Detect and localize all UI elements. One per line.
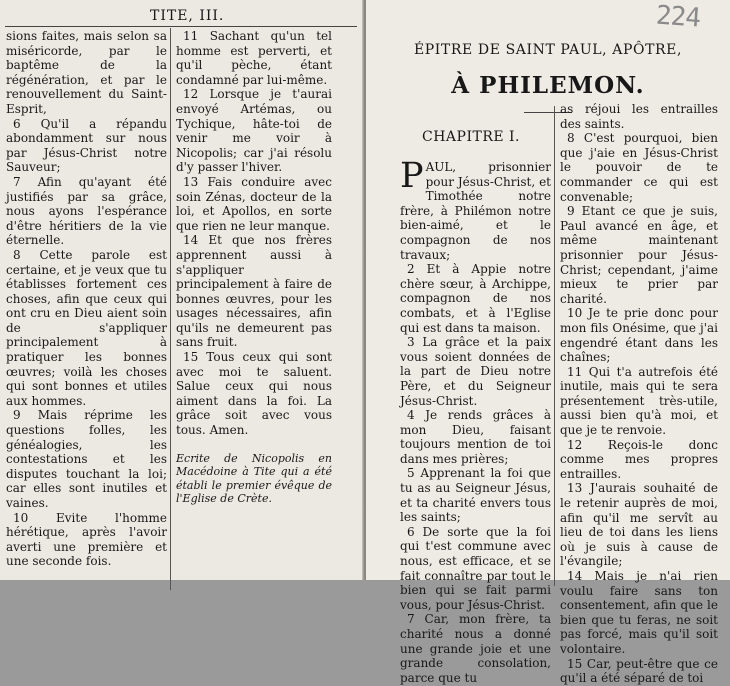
verse-paragraph: as réjoui les entrailles des saints. xyxy=(560,102,718,131)
chapter-heading: CHAPITRE I. xyxy=(422,129,521,145)
verse-paragraph: 13 J'aurais souhaité de le retenir auprès de moi, afin qu'il me servît au lieu de toi dans les liens où je suis à cause de l'évangile; xyxy=(560,481,718,569)
right-column-2 xyxy=(560,102,718,686)
running-head: TITE, III. xyxy=(150,8,225,24)
verse-paragraph: 11 Qui t'a autrefois été inutile, mais qui te sera présentement très-utile, aussi bien qu'à moi, et que je te renvoie. xyxy=(560,364,718,438)
verse-paragraph: 12 Reçois-le donc comme mes propres entrailles. xyxy=(560,437,718,481)
verse-paragraph: 10 Evite l'homme hérétique, après l'avoir averti une première et une seconde fois. xyxy=(6,510,167,569)
book-title: À PHILEMON. xyxy=(451,72,645,99)
column-divider xyxy=(554,106,555,586)
verse-paragraph: 6 Qu'il a répandu abondamment sur nous par Jésus-Christ notre Sauveur; xyxy=(6,116,167,175)
verse-paragraph xyxy=(400,156,551,262)
subscription-note: Ecrite de Nicopolis en Macédoine à Tite qui a été établi le premier évêque de l'Eglise de Crète. xyxy=(176,451,332,506)
verse-paragraph: 15 Tous ceux qui sont avec moi te saluent. Salue ceux qui nous aiment dans la foi. La grâce soit avec vous tous. Amen. xyxy=(176,350,332,438)
verse-paragraph: 4 Je rends grâces à mon Dieu, faisant toujours mention de toi dans mes prières; xyxy=(400,408,551,466)
right-column-1 xyxy=(400,156,551,685)
header-rule xyxy=(5,26,357,27)
verse-paragraph: 7 Car, mon frère, ta charité nous a donné une grande joie et une grande consolation, parce que tu xyxy=(400,612,551,685)
left-column-2 xyxy=(176,29,332,506)
verse-paragraph: 3 La grâce et la paix vous soient données de la part de Dieu notre Père, et du Seigneur Jésus-Christ. xyxy=(400,335,551,408)
verse-paragraph: 14 Et que nos frères apprennent aussi à s'appliquer principalement à faire de bonnes œuvres, pour les usages nécessaires, afin qu'ils ne demeurent pas sans fruit. xyxy=(176,233,332,350)
verse-paragraph: 9 Etant ce que je suis, Paul avancé en âge, et même maintenant prisonnier pour Jésus-Christ; cependant, j'aime mieux te prier par charité. xyxy=(560,204,718,306)
column-divider xyxy=(170,28,171,590)
drop-cap: P xyxy=(400,156,424,196)
verse-paragraph: 2 Et à Appie notre chère sœur, à Archippe, compagnon de nos combats, et à l'Eglise qui est dans ta maison. xyxy=(400,262,551,335)
verse-paragraph: sions faites, mais selon sa miséricorde, par le baptême de la régénération, et par le renouvellement du Saint-Esprit, xyxy=(6,29,167,116)
verse-paragraph: 9 Mais réprime les questions folles, les généalogies, les contestations et les disputes touchant la loi; car elles sont inutiles et vaines. xyxy=(6,408,167,510)
verse-paragraph: 10 Je te prie donc pour mon fils Onésime, que j'ai engendré étant dans les chaînes; xyxy=(560,306,718,365)
verse-paragraph: 14 Mais je n'ai rien voulu faire sans ton consentement, afin que le bien que tu feras, ne soit pas forcé, mais qu'il soit volontaire. xyxy=(560,569,718,656)
verse-text: AUL, prisonnier pour Jésus-Christ, et Timothée notre frère, à Philémon notre bien-aimé, et le compagnon de nos travaux; xyxy=(400,160,551,262)
verse-paragraph: 5 Apprenant la foi que tu as au Seigneur Jésus, et ta charité envers tous les saints; xyxy=(400,466,551,525)
epistle-title: ÉPITRE DE SAINT PAUL, APÔTRE, xyxy=(413,42,683,58)
verse-paragraph: 6 De sorte que la foi qui t'est commune avec nous, est efficace, et se fait connaître par tout le bien qui se fait parmi vous, pour Jésus-Christ. xyxy=(400,524,551,612)
verse-paragraph: 13 Fais conduire avec soin Zénas, docteur de la loi, et Apollos, en sorte que rien ne leur manque. xyxy=(176,174,332,233)
left-column-1 xyxy=(6,29,167,569)
right-page xyxy=(366,0,730,686)
verse-paragraph: 7 Afin qu'ayant été justifiés par sa grâce, nous ayons l'espérance d'être héritiers de la vie éternelle. xyxy=(6,174,167,248)
handwritten-page-number: 224 xyxy=(655,0,701,34)
left-page xyxy=(0,0,364,580)
verse-paragraph: 11 Sachant qu'un tel homme est perverti, et qu'il pèche, étant condamné par lui-même. xyxy=(176,29,332,87)
verse-paragraph: 12 Lorsque je t'aurai envoyé Artémas, ou Tychique, hâte-toi de venir me voir à Nicopolis; car j'ai résolu d'y passer l'hiver. xyxy=(176,87,332,175)
verse-paragraph: 15 Car, peut-être que ce qu'il a été séparé de toi xyxy=(560,656,718,686)
verse-paragraph: 8 Cette parole est certaine, et je veux que tu établisses fortement ces choses, afin que ceux qui ont cru en Dieu aient soin de s'appliquer principalement à pratiquer les bonnes œuvres; voilà les choses qui sont bonnes et utiles aux hommes. xyxy=(6,247,167,408)
verse-paragraph: 8 C'est pourquoi, bien que j'aie en Jésus-Christ le pouvoir de te commander ce qui est convenable; xyxy=(560,131,718,204)
